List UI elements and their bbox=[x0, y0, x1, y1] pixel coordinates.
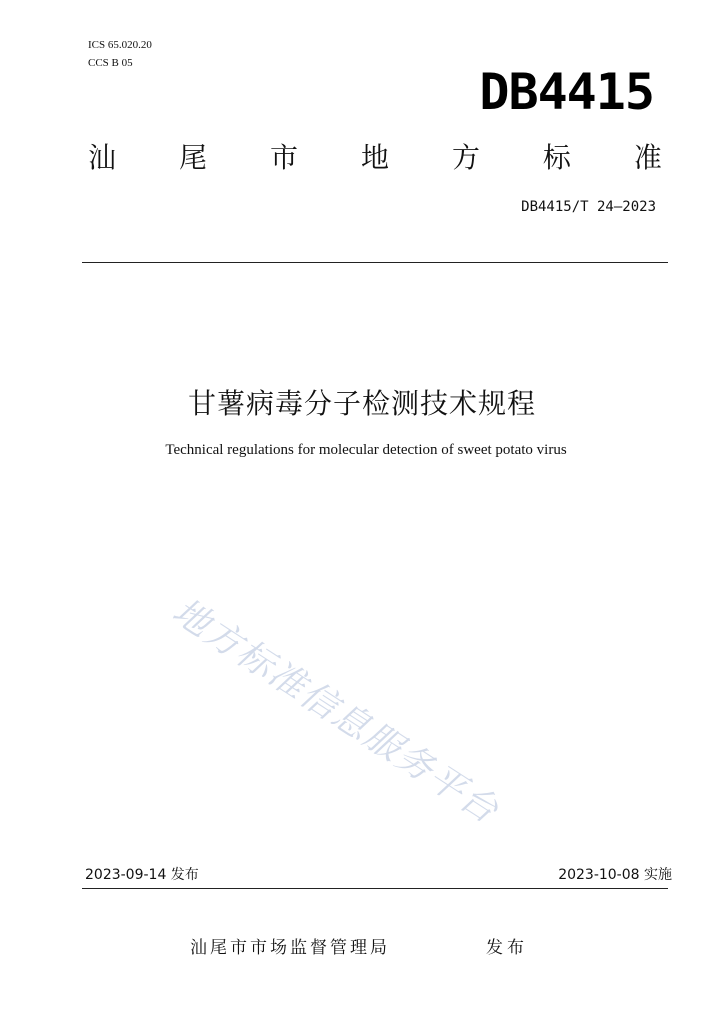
ccs-code: CCS B 05 bbox=[88, 57, 133, 69]
issue-date: 2023-09-14 发布 bbox=[85, 867, 199, 883]
watermark: 地方标准信息服务平台 bbox=[165, 590, 507, 833]
standard-type-char: 地 bbox=[360, 141, 389, 174]
ics-code: ICS 65.020.20 bbox=[88, 39, 152, 51]
top-divider bbox=[82, 262, 668, 263]
standard-type-char: 汕 bbox=[88, 141, 117, 174]
bottom-divider bbox=[82, 888, 668, 889]
standard-type-char: 标 bbox=[542, 141, 571, 174]
document-title-en: Technical regulations for molecular detection of sweet potato virus bbox=[165, 442, 567, 458]
standard-type-heading bbox=[88, 140, 662, 176]
document-title-zh: 甘薯病毒分子检测技术规程 bbox=[187, 387, 536, 420]
standard-type-char: 尾 bbox=[178, 141, 207, 174]
standard-code-logo: DB4415 bbox=[479, 63, 654, 121]
publish-label: 发布 bbox=[486, 938, 528, 958]
standard-number: DB4415/T 24—2023 bbox=[521, 199, 656, 215]
standard-type-char: 市 bbox=[269, 141, 298, 174]
implementation-date: 2023-10-08 实施 bbox=[558, 867, 672, 883]
publisher-name: 汕尾市市场监督管理局 bbox=[190, 938, 390, 958]
standard-type-char: 准 bbox=[633, 141, 662, 174]
standard-type-char: 方 bbox=[451, 141, 480, 174]
